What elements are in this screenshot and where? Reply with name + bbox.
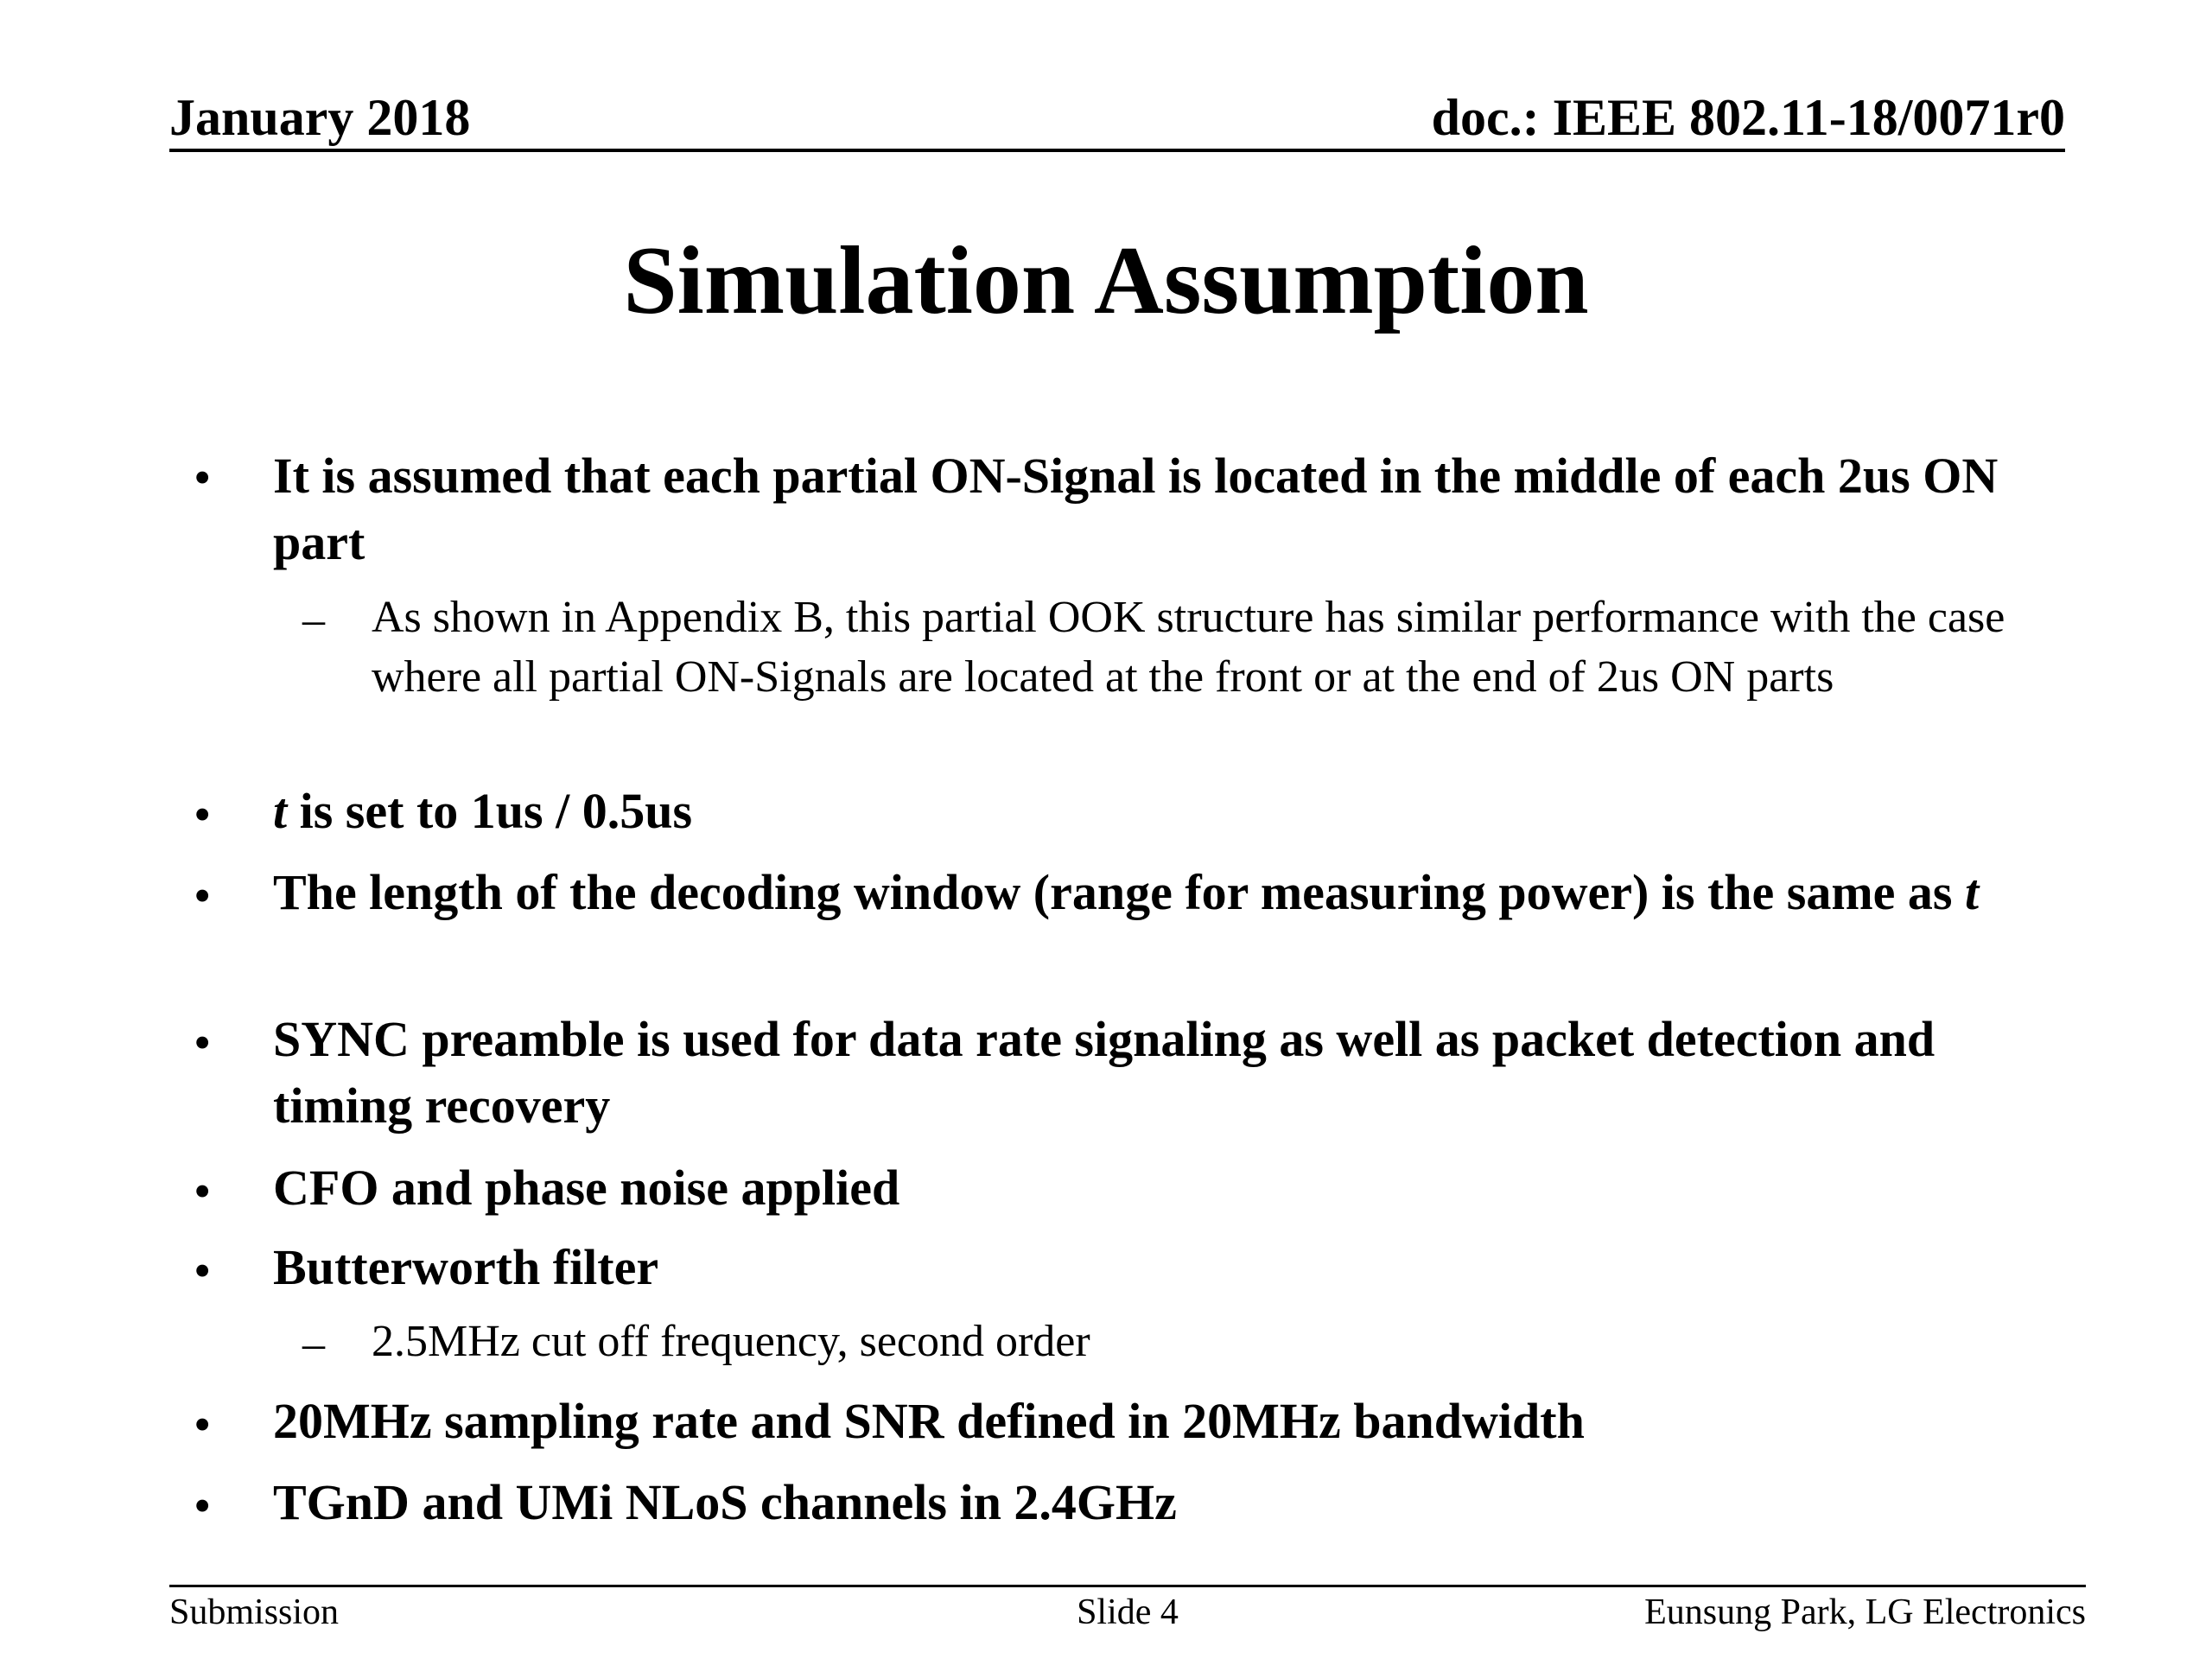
bullet-marker: •: [194, 868, 212, 924]
bullet-marker: •: [194, 1478, 212, 1534]
sub-bullet-marker: –: [302, 1319, 325, 1369]
bullet-1-sub-text: As shown in Appendix B, this partial OOK structure has similar performance with the case where all partial ON-Signals are located at the front or at the end of 2us ON parts: [372, 593, 2005, 702]
bullet-marker: •: [194, 1243, 212, 1299]
bullet-marker: •: [194, 786, 212, 842]
bullet-marker: •: [194, 1163, 212, 1219]
bullet-2-text: t is set to 1us / 0.5us: [273, 783, 693, 839]
variable-t: t: [273, 783, 288, 839]
slide-footer: [169, 1585, 2086, 1639]
sub-bullet-marker: –: [302, 595, 325, 645]
header-doc-id: doc.: IEEE 802.11-18/0071r0: [1431, 89, 2065, 146]
bullet-5-text: CFO and phase noise applied: [273, 1160, 900, 1216]
bullet-marker: •: [194, 449, 212, 505]
header-date: January 2018: [169, 89, 471, 146]
bullet-7-text: 20MHz sampling rate and SNR defined in 20MHz bandwidth: [273, 1393, 1585, 1449]
bullet-marker: •: [194, 1396, 212, 1452]
bullet-8-text: TGnD and UMi NLoS channels in 2.4GHz: [273, 1474, 1177, 1530]
bullet-marker: •: [194, 1014, 212, 1071]
bullet-6-sub-text: 2.5MHz cut off frequency, second order: [372, 1317, 1090, 1366]
bullet-4-text: SYNC preamble is used for data rate signaling as well as packet detection and timing recovery: [273, 1011, 1936, 1134]
footer-author: Eunsung Park, LG Electronics: [1644, 1592, 2086, 1632]
bullet-6-text: Butterworth filter: [273, 1239, 659, 1295]
footer-submission: Submission: [169, 1592, 340, 1632]
footer-slide-number: Slide 4: [1077, 1592, 1179, 1632]
bullet-3-text: The length of the decoding window (range for measuring power) is the same as t: [273, 864, 1980, 920]
variable-t: t: [1964, 864, 1980, 920]
bullet-1-text: It is assumed that each partial ON-Signal is located in the middle of each 2us ON part: [273, 448, 1999, 570]
slide-title: Simulation Assumption: [623, 227, 1589, 334]
